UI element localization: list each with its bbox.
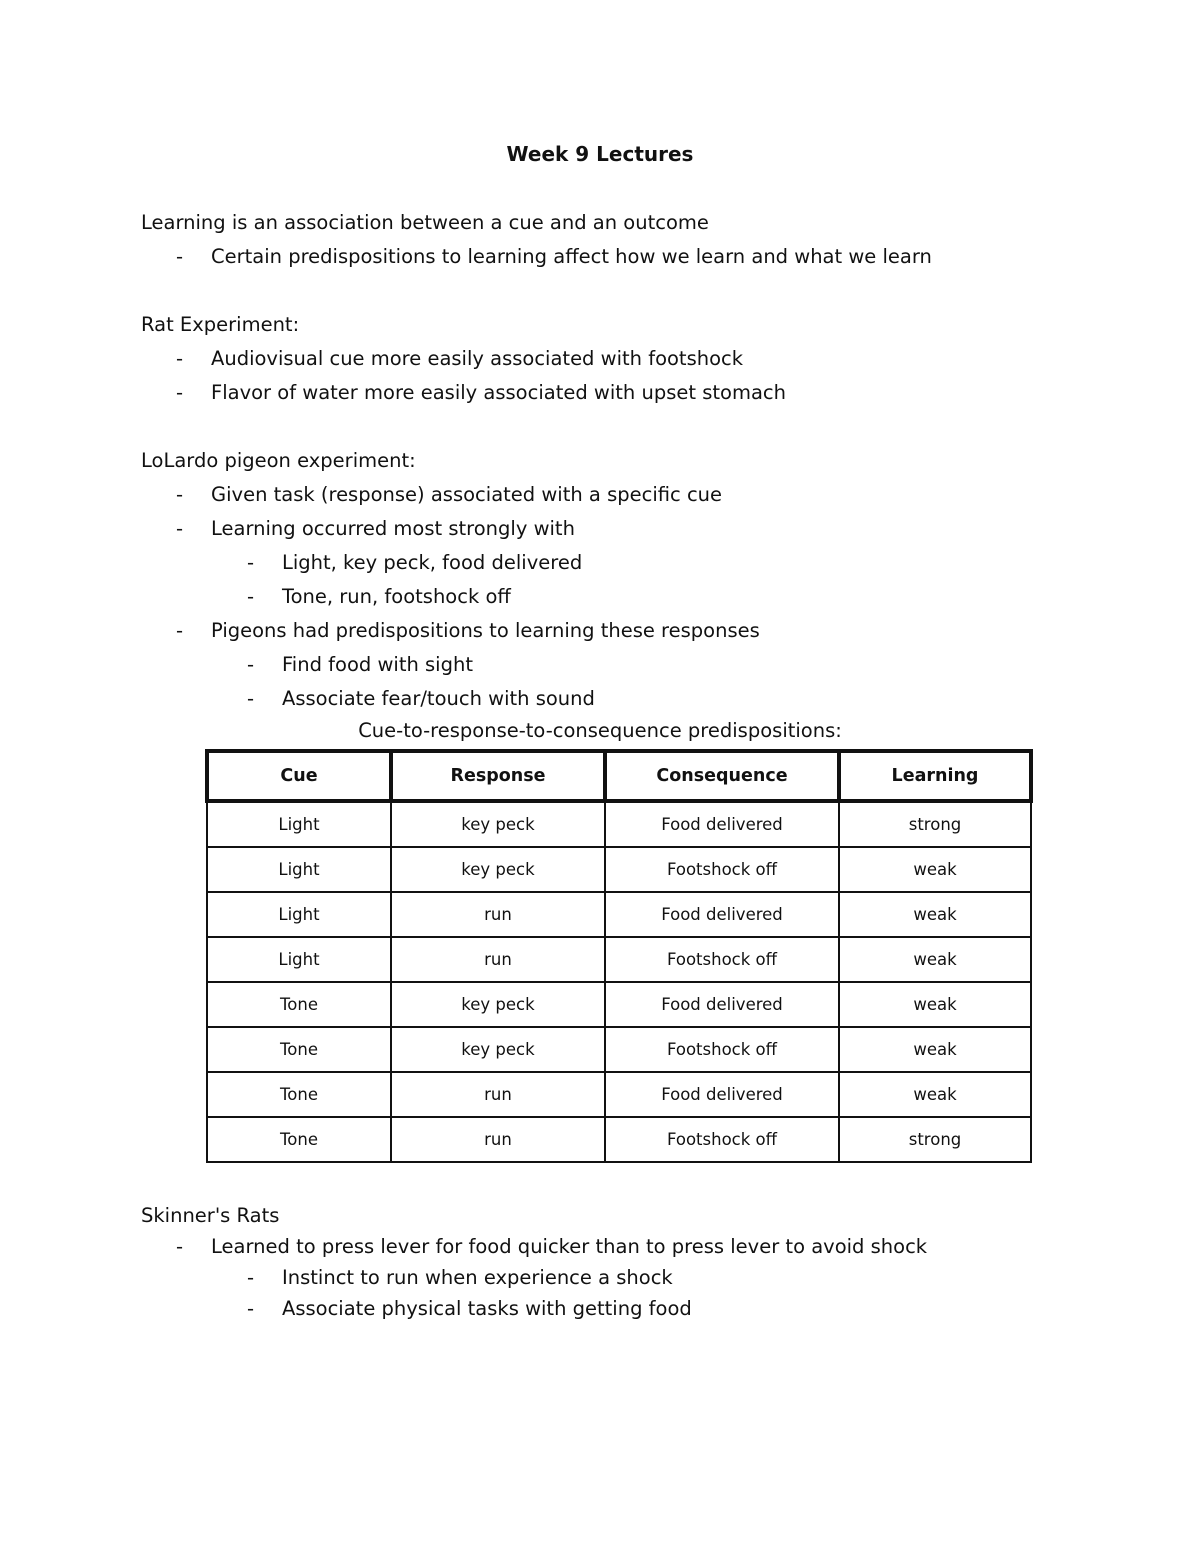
- bullet-dash: -: [176, 619, 184, 642]
- sub-bullet-item: Instinct to run when experience a shock: [282, 1266, 673, 1289]
- cell-consequence: Footshock off: [605, 1027, 839, 1072]
- cell-consequence: Footshock off: [605, 937, 839, 982]
- sub-bullet-dash: -: [247, 551, 255, 574]
- cell-cue: Light: [207, 937, 391, 982]
- column-header-learning: Learning: [839, 751, 1031, 801]
- cell-response: run: [391, 1117, 605, 1162]
- bullet-dash: -: [176, 347, 184, 370]
- cell-response: key peck: [391, 1027, 605, 1072]
- bullet-item: Learning occurred most strongly with: [211, 517, 575, 540]
- section-heading-skinners-rats: Skinner's Rats: [141, 1204, 280, 1227]
- cell-learning: strong: [839, 1117, 1031, 1162]
- bullet-dash: -: [176, 483, 184, 506]
- cell-cue: Light: [207, 847, 391, 892]
- cell-response: run: [391, 937, 605, 982]
- cell-response: run: [391, 1072, 605, 1117]
- cell-learning: weak: [839, 982, 1031, 1027]
- table-row: [207, 892, 1031, 937]
- table-row: [207, 982, 1031, 1027]
- cell-learning: weak: [839, 1027, 1031, 1072]
- cell-learning: weak: [839, 892, 1031, 937]
- sub-bullet-dash: -: [247, 585, 255, 608]
- column-header-response: Response: [391, 751, 605, 801]
- bullet-item: Pigeons had predispositions to learning these responses: [211, 619, 760, 642]
- cell-consequence: Food delivered: [605, 801, 839, 847]
- table-row: [207, 801, 1031, 847]
- bullet-item: Learned to press lever for food quicker than to press lever to avoid shock: [211, 1235, 928, 1258]
- bullet-item: Given task (response) associated with a specific cue: [211, 483, 723, 506]
- cell-cue: Tone: [207, 1072, 391, 1117]
- table-row: [207, 1027, 1031, 1072]
- sub-bullet-dash: -: [247, 1266, 255, 1289]
- sub-bullet-dash: -: [247, 1297, 255, 1320]
- cell-cue: Light: [207, 801, 391, 847]
- table-row: [207, 937, 1031, 982]
- bullet-item: Certain predispositions to learning affect how we learn and what we learn: [211, 245, 932, 268]
- cell-consequence: Food delivered: [605, 982, 839, 1027]
- bullet-dash: -: [176, 245, 184, 268]
- cell-consequence: Food delivered: [605, 892, 839, 937]
- page-title: Week 9 Lectures: [506, 142, 694, 166]
- sub-bullet-dash: -: [247, 653, 255, 676]
- bullet-dash: -: [176, 517, 184, 540]
- sub-bullet-item: Find food with sight: [282, 653, 473, 676]
- cell-response: key peck: [391, 982, 605, 1027]
- sub-bullet-dash: -: [247, 687, 255, 710]
- cell-cue: Tone: [207, 982, 391, 1027]
- cell-response: key peck: [391, 847, 605, 892]
- cell-consequence: Food delivered: [605, 1072, 839, 1117]
- cell-consequence: Footshock off: [605, 1117, 839, 1162]
- cell-cue: Tone: [207, 1117, 391, 1162]
- section-heading-rat-experiment: Rat Experiment:: [141, 313, 300, 336]
- column-header-consequence: Consequence: [605, 751, 839, 801]
- cell-cue: Tone: [207, 1027, 391, 1072]
- cell-response: run: [391, 892, 605, 937]
- bullet-item: Flavor of water more easily associated with upset stomach: [211, 381, 786, 404]
- section-heading-pigeon-experiment: LoLardo pigeon experiment:: [141, 449, 416, 472]
- cell-learning: weak: [839, 937, 1031, 982]
- sub-bullet-item: Associate fear/touch with sound: [282, 687, 595, 710]
- cell-learning: strong: [839, 801, 1031, 847]
- bullet-dash: -: [176, 1235, 184, 1258]
- table-row: [207, 847, 1031, 892]
- table-caption: Cue-to-response-to-consequence predispositions:: [358, 719, 842, 742]
- column-header-cue: Cue: [207, 751, 391, 801]
- cell-cue: Light: [207, 892, 391, 937]
- predispositions-table: [205, 749, 1033, 1163]
- bullet-dash: -: [176, 381, 184, 404]
- table-header-row: [207, 751, 1031, 801]
- cell-learning: weak: [839, 1072, 1031, 1117]
- table-row: [207, 1117, 1031, 1162]
- cell-learning: weak: [839, 847, 1031, 892]
- cell-consequence: Footshock off: [605, 847, 839, 892]
- cell-response: key peck: [391, 801, 605, 847]
- bullet-item: Audiovisual cue more easily associated with footshock: [211, 347, 744, 370]
- sub-bullet-item: Associate physical tasks with getting food: [282, 1297, 692, 1320]
- section-heading-learning: Learning is an association between a cue and an outcome: [141, 211, 709, 234]
- table-row: [207, 1072, 1031, 1117]
- sub-bullet-item: Light, key peck, food delivered: [282, 551, 583, 574]
- sub-bullet-item: Tone, run, footshock off: [282, 585, 511, 608]
